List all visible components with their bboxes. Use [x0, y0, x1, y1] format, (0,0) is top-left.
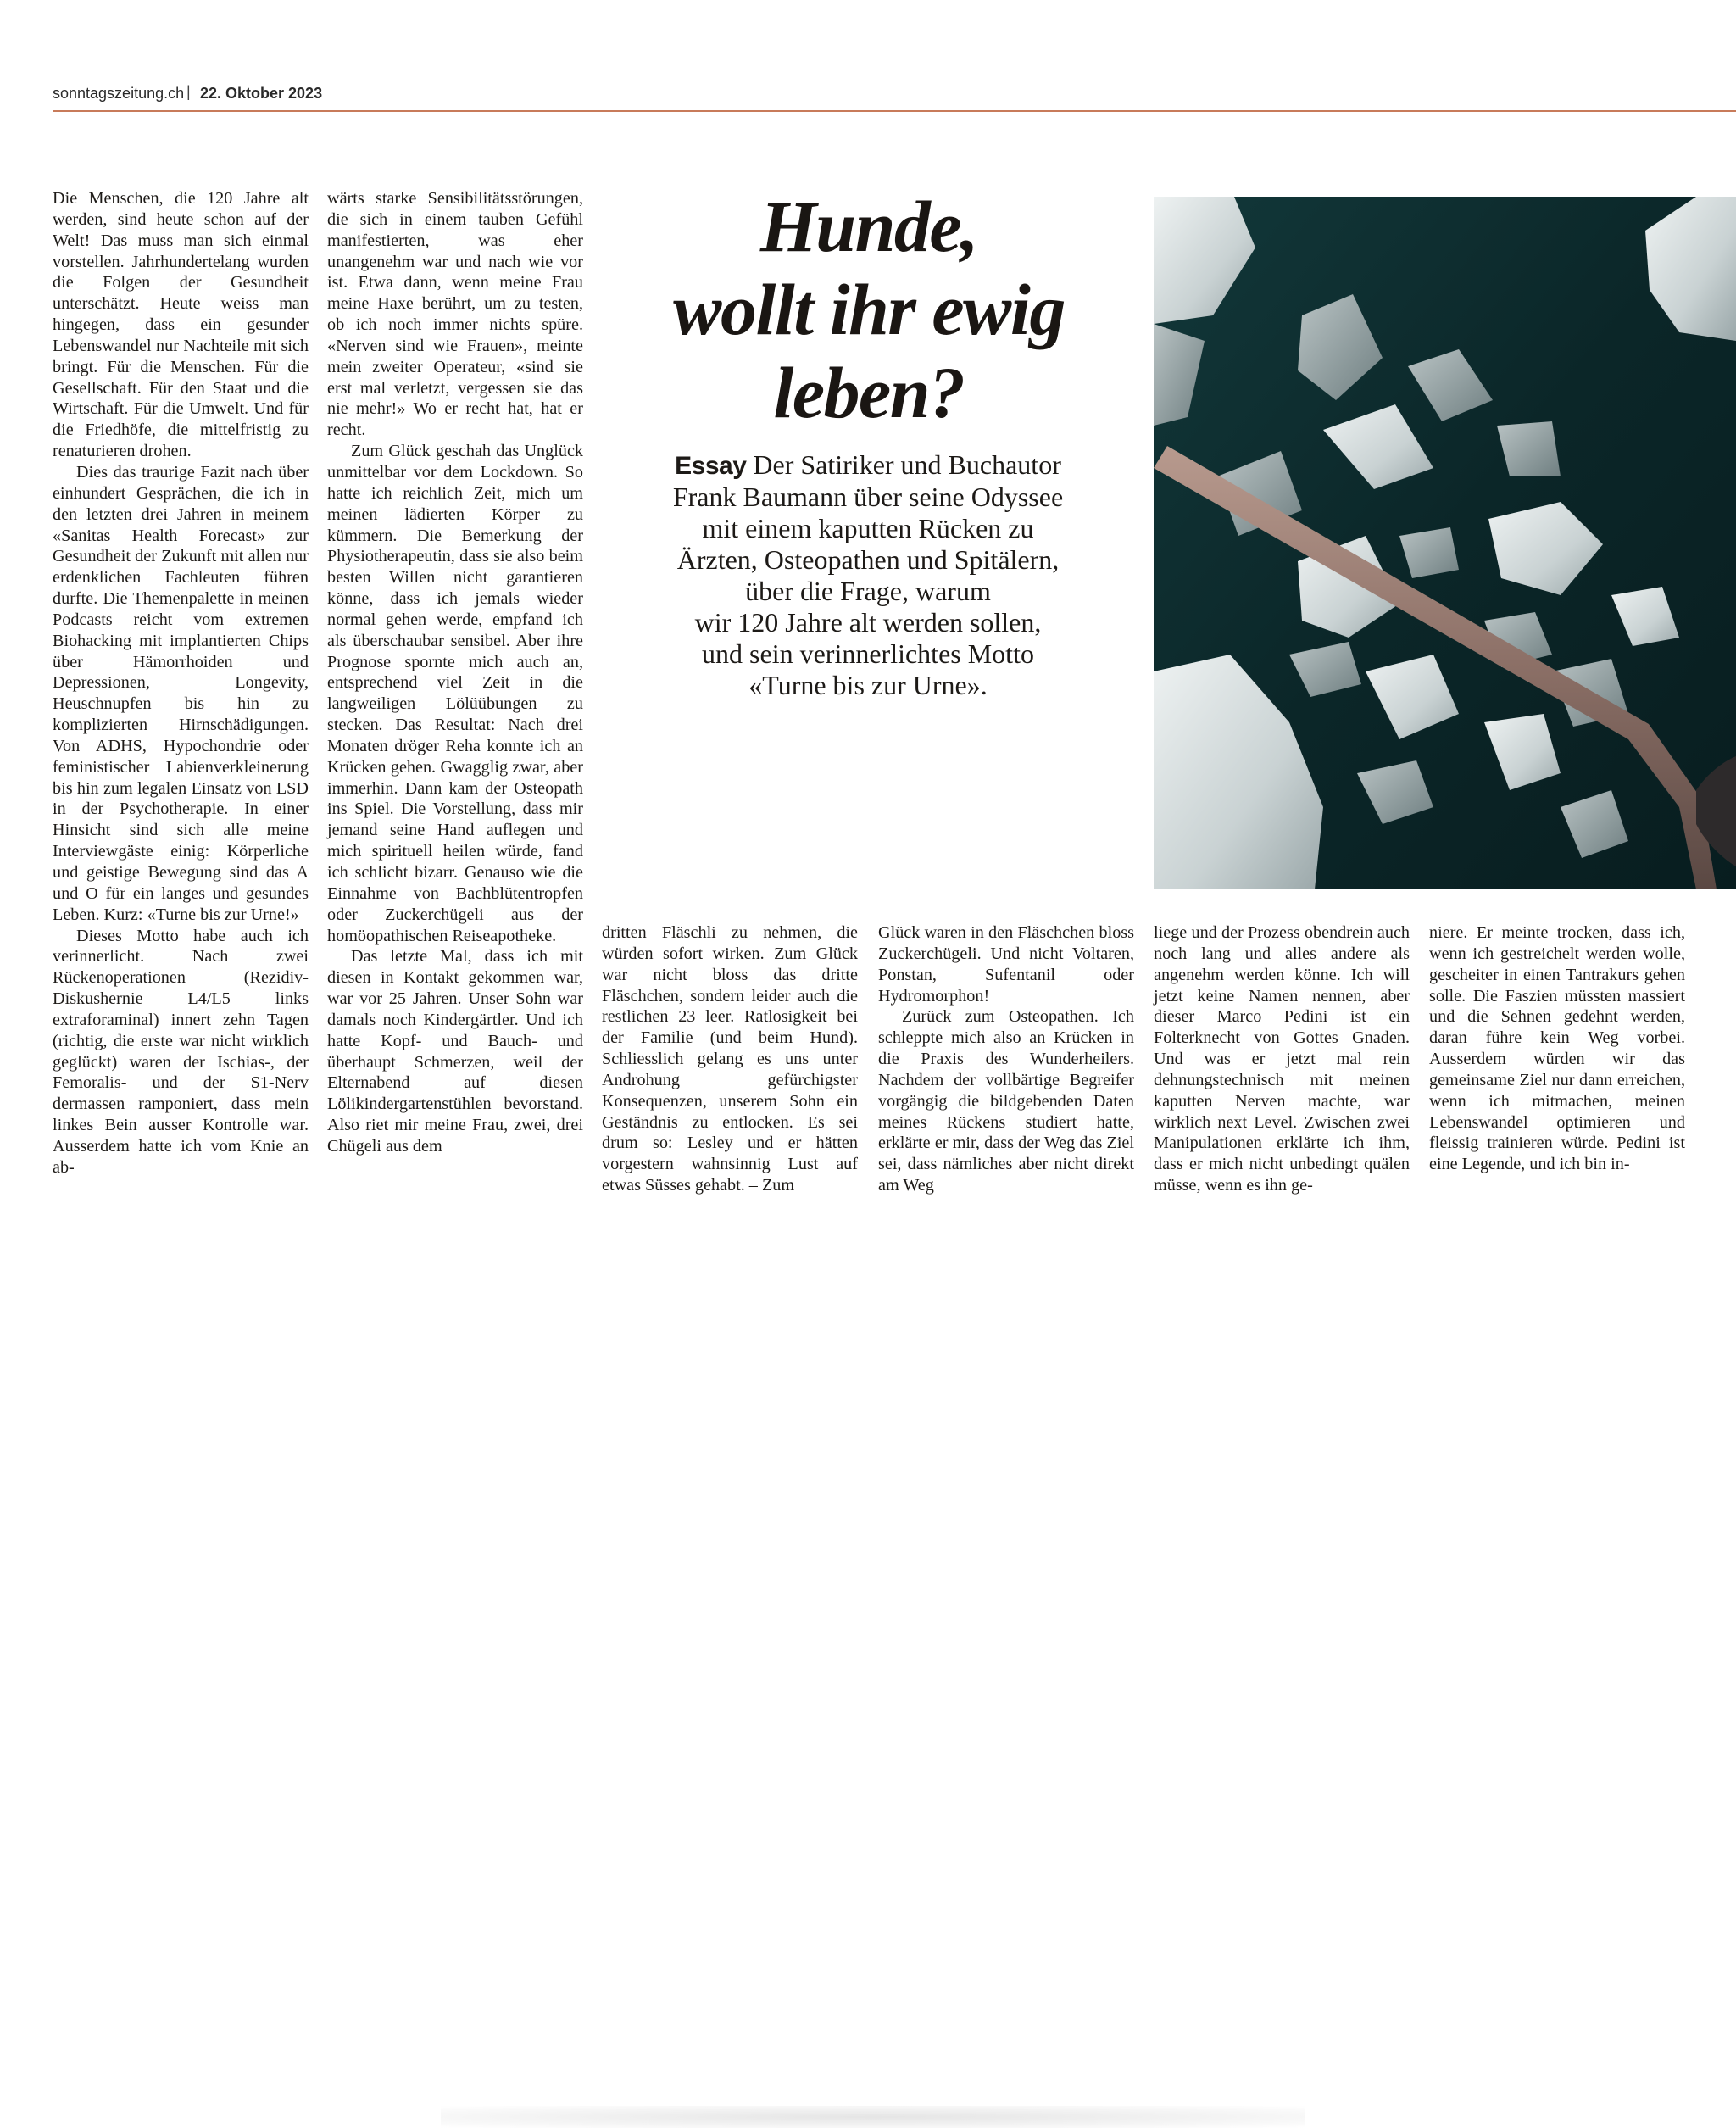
header-separator: |: [186, 83, 191, 100]
paragraph: wärts starke Sensibilitätsstörungen, die sich in einem tauben Gefühl manifestierten, was eher unangenehm war und nach wie vor ist. Etwa dann, wenn meine Frau meine Haxe berührt, um zu testen, ob ich noch immer nichts spüre. «Nerven sind wie Frauen», meinte mein zweiter Operateur, «sind sie erst mal verletzt, vergessen sie das nie mehr!» Wo er recht hat, hat er recht.: [327, 189, 583, 440]
deck-line: mit einem kaputten Rücken zu: [702, 513, 1034, 543]
deck-line: Ärzten, Osteopathen und Spitälern,: [676, 544, 1060, 575]
paragraph: Zum Glück geschah das Unglück unmittelbar vor dem Lockdown. So hatte ich reichlich Zeit, mich um meinen lädierten Körper zu kümmern. Die Bemerkung der Physiotherapeutin, dass sie also beim besten Willen nicht garantieren könne, dass ich jemals wieder normal gehen werde, empfand ich als überschaubar sensibel. Aber ihre Prognose spornte mich auch an, entsprechend viel Zeit in die langweiligen Lölüübungen zu stecken. Das Resultat: Nach drei Monaten dröger Reha konnte ich an Krücken gehen. Gwagglig zwar, aber immerhin. Dann kam der Osteopath ins Spiel. Die Vorstellung, dass mir jemand seine Hand auflegen und mich spirituell heilen würde, fand ich schlicht bizarr. Genauso wie die Einnahme von Bachblütentropfen oder Zuckerchügeli aus der homöopathischen Reiseapotheke.: [327, 442, 583, 945]
article-column-4: [878, 922, 1134, 1196]
paragraph: dritten Fläschli zu nehmen, die würden sofort wirken. Zum Glück war nicht bloss das dritte Fläschchen, sondern leider auch die restlichen 23 leer. Ratlosigkeit bei der Familie (und beim Hund). Schliesslich gelang es uns unter Androhung gefürchigster Konsequenzen, unserem Sohn ein Geständnis zu entlocken. Es sei drum so: Lesley und er hätten vorgestern wahnsinnig Lust auf etwas Süsses gehabt. – Zum: [602, 923, 858, 1195]
article-column-6: [1429, 922, 1685, 1175]
issue-date: 22. Oktober 2023: [200, 85, 323, 102]
paragraph: liege und der Prozess obendrein auch noch lang und alles andere als angenehm werden könne. Ich will jetzt keine Namen nennen, aber dieser Marco Pedini ist ein Folterknecht von Gottes Gnaden. Und was er jetzt mal rein dehnungstechnisch mit meinen kaputten Nerven machte, war wirklich next Level. Zwischen zwei Manipulationen erklärte ich ihm, dass er mich nicht unbedingt quälen müsse, wenn es ihn ge-: [1154, 923, 1410, 1195]
bottom-shadow: [441, 2106, 1305, 2128]
ice-floes-photo: [1154, 197, 1736, 889]
headline-line: Hunde,: [760, 186, 978, 267]
paragraph: niere. Er meinte trocken, dass ich, wenn ich gestreichelt werden wolle, gescheiter in einen Tantrakurs gehen solle. Die Faszien müssten massiert und die Sehnen gedehnt werden, daran führe kein Weg vorbei. Ausserdem würden wir das gemeinsame Ziel nur dann erreichen, wenn ich mitmachen, meinen Lebenswandel optimieren und fleissig trainieren würde. Pedini ist eine Legende, und ich bin in-: [1429, 923, 1685, 1174]
deck-line: und sein verinnerlichtes Motto: [702, 638, 1034, 669]
article-column-1: [53, 188, 309, 1178]
site-name: sonntagszeitung.ch: [53, 85, 185, 102]
deck-line: Frank Baumann über seine Odyssee: [672, 482, 1064, 512]
ice-floes-image: [1154, 197, 1736, 889]
article-column-2: [327, 188, 583, 1157]
paragraph: Dieses Motto habe auch ich verinnerlicht. Nach zwei Rückenoperationen (Rezidiv-Diskushernie L4/L5 links extraforaminal) innert zehn Tagen (richtig, die erste war nicht wirklich geglückt) waren der Ischias-, der Femoralis- und der S1-Nerv dermassen ramponiert, dass mein linkes Bein ausser Kontrolle war. Ausserdem hatte ich vom Knie an ab-: [53, 926, 309, 1177]
deck-line: wir 120 Jahre alt werden sollen,: [694, 607, 1042, 638]
page-header: [53, 81, 1736, 112]
article-deck: [622, 449, 1114, 701]
headline-line: wollt ihr ewig: [673, 269, 1065, 350]
article-column-5: [1154, 922, 1410, 1196]
paragraph: Die Menschen, die 120 Jahre alt werden, sind heute schon auf der Welt! Das muss man sich einmal vorstellen. Jahrhundertelang wurden die Folgen der Gesundheit unterschätzt. Heute weiss man hingegen, dass ein gesunder Lebenswandel nur Nachteile mit sich bringt. Für die Menschen. Für die Gesellschaft. Für den Staat und die Wirtschaft. Für die Umwelt. Und für die Friedhöfe, die mittelfristig zu renaturieren drohen.: [53, 189, 309, 461]
section-label: Essay: [675, 452, 747, 480]
paragraph: Glück waren in den Fläschchen bloss Zuckerchügeli. Und nicht Voltaren, Ponstan, Sufentanil oder Hydromorphon!: [878, 923, 1134, 1006]
paragraph: Dies das traurige Fazit nach über einhundert Gesprächen, die ich in den letzten drei Jahren in meinem «Sanitas Health Forecast» zur Gesundheit der Zukunft mit allen nur erdenklichen Fachleuten führen durfte. Die Themenpalette in meinen Podcasts reicht vom extremen Biohacking mit implantierten Chips über Hämorrhoiden und Depressionen, Longevity, Heuschnupfen bis hin zu komplizierten Hirnschädigungen. Von ADHS, Hypochondrie oder feministischer Labienverkleinerung bis hin zum legalen Einsatz von LSD in der Psychotherapie. In einer Hinsicht sind sich alle meine Interviewgäste einig: Körperliche und geistige Bewegung sind das A und O für ein langes und gesundes Leben. Kurz: «Turne bis zur Urne!»: [53, 462, 309, 924]
deck-line: «Turne bis zur Urne».: [748, 670, 988, 700]
article-column-3: [602, 922, 858, 1196]
deck-line: über die Frage, warum: [745, 576, 991, 606]
paragraph: Zurück zum Osteopathen. Ich schleppte mich also an Krücken in die Praxis des Wunderheilers. Nachdem der vollbärtige Begreifer vorgängig die bildgebenden Daten meines Rückens studiert hatte, erklärte er mir, dass der Weg das Ziel sei, dass nämliches aber nicht direkt am Weg: [878, 1007, 1134, 1195]
headline-line: leben?: [773, 352, 965, 433]
paragraph: Das letzte Mal, dass ich mit diesen in Kontakt gekommen war, war vor 25 Jahren. Unser Sohn war damals noch Kindergärtler. Und ich hatte Kopf- und Bauch- und überhaupt Schmerzen, weil der Elternabend auf diesen Lölikindergartenstühlen bevorstand. Also riet mir meine Frau, zwei, drei Chügeli aus dem: [327, 947, 583, 1156]
article-headline: [610, 185, 1127, 434]
deck-line: Der Satiriker und Buchautor: [753, 449, 1061, 480]
